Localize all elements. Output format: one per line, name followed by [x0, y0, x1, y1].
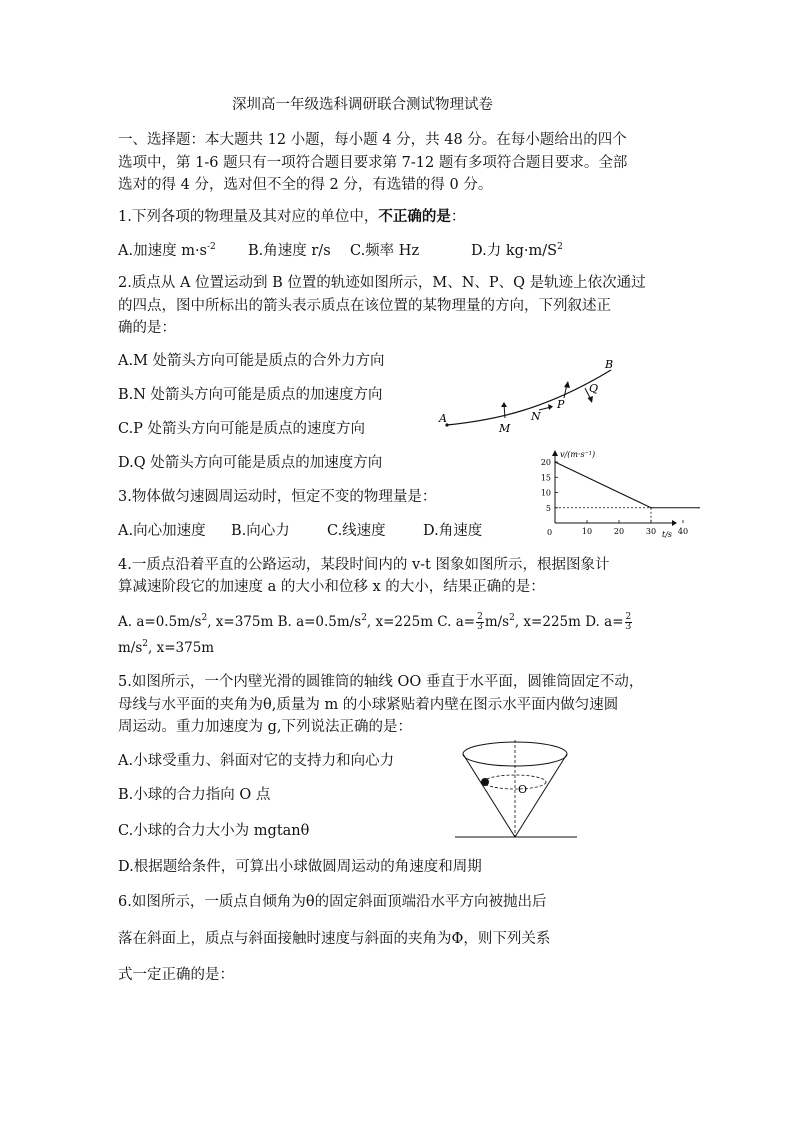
q5-option-b: B.小球的合力指向 O 点: [118, 787, 271, 803]
vt-y-label: v/(m·s⁻¹): [560, 450, 596, 459]
section-instructions-line2: 选项中，第 1-6 题只有一项符合题目要求第 7-12 题有多项符合题目要求。全部: [118, 155, 628, 171]
q4-option-c-text: C. a=: [437, 614, 476, 630]
q4-option-c: [437, 614, 581, 630]
q3-option-a: A.向心加速度: [118, 523, 206, 539]
q1-option-d: [471, 242, 563, 260]
vt-x-axis-arrow: [672, 520, 677, 526]
vt-x-tick-label: 30: [645, 527, 657, 536]
vt-y-tick-label: 20: [540, 458, 551, 467]
q2-stem-line2: 的四点，图中所标出的箭头表示质点在该位置的某物理量的方向，下列叙述正: [118, 298, 611, 314]
q1-stem-bold: 不正确的是: [378, 208, 451, 225]
vt-y-tick-label: 10: [540, 488, 551, 498]
q5-stem-line1: 5.如图所示，一个内壁光滑的圆锥筒的轴线 OO 垂直于水平面，圆锥筒固定不动，: [118, 674, 644, 690]
q5-stem-line3: 周运动。重力加速度为 g,下列说法正确的是：: [118, 719, 412, 735]
q1-stem-pre: 1.下列各项的物理量及其对应的单位中，: [118, 209, 379, 225]
vt-x-tick-label: 40: [677, 527, 689, 536]
q4-option-c-sup: 2: [509, 613, 515, 623]
q6-stem-line1: 6.如图所示，一质点自倾角为θ的固定斜面顶端沿水平方向被抛出后: [118, 894, 547, 910]
n-arrow-head: [548, 404, 553, 410]
trajectory-figure: [435, 356, 635, 438]
q4-stem-line1: 4.一质点沿着平直的公路运动，某段时间内的 v-t 图象如图所示，根据图象计: [118, 557, 610, 573]
vt-x-tick-label: 10: [581, 527, 593, 536]
q5-option-c: C.小球的合力大小为 mgtanθ: [118, 823, 310, 839]
vt-series-line: [555, 462, 699, 508]
vt-y-tick-label: 15: [540, 473, 551, 483]
q4-stem-line2: 算减速阶段它的加速度 a 的大小和位移 x 的大小，结果正确的是：: [118, 579, 545, 595]
q4-option-b: [278, 614, 433, 630]
q4-option-c-frac-den: 3: [477, 622, 483, 632]
ball: [481, 778, 489, 786]
q4-option-b-text: B. a=0.5m/s: [277, 614, 362, 630]
q4-option-d-fraction: [625, 613, 633, 632]
q1-stem: [118, 208, 465, 226]
vt-series: [554, 461, 700, 523]
q1-option-a-sup: -2: [207, 242, 216, 252]
q5-option-d: D.根据题给条件，可算出小球做圆周运动的角速度和周期: [118, 859, 482, 875]
q5-option-a: A.小球受重力、斜面对它的支持力和向心力: [118, 753, 395, 769]
q1-stem-post: ：: [450, 209, 466, 225]
q4-options-line1: [118, 613, 633, 632]
q4-option-a: [118, 614, 273, 630]
q4-option-c-frac-num: 2: [477, 612, 483, 622]
q4-option-a-tail: , x=375m: [207, 614, 274, 630]
q3-stem: 3.物体做匀速圆周运动时，恒定不变的物理量是：: [118, 489, 437, 505]
vt-y-axis-arrow: [552, 450, 558, 456]
label-q: Q: [589, 382, 599, 395]
section-instructions-line3: 选对的得 4 分，选对但不全的得 2 分，有选错的得 0 分。: [118, 177, 493, 193]
label-m: M: [499, 422, 511, 435]
q1-option-d-sup: 2: [557, 242, 563, 252]
q4-option-d-unit: m/s: [118, 640, 143, 656]
vt-data-point: [698, 507, 700, 509]
q4-options-line2: [118, 639, 214, 657]
q-arrow-head: [588, 396, 594, 403]
q4-option-d-frac-den: 3: [625, 622, 632, 632]
vt-y-tick-label: 5: [545, 503, 551, 513]
vt-origin-label: 0: [547, 528, 553, 537]
cone-figure: [452, 736, 582, 842]
vt-x-label: t/s: [662, 530, 673, 539]
m-arrow-head: [501, 402, 507, 407]
q4-option-a-text: A. a=0.5m/s: [118, 614, 202, 630]
label-n: N: [531, 410, 541, 423]
page-title: 深圳高一年级选科调研联合测试物理试卷: [232, 97, 493, 113]
q3-option-c: C.线速度: [327, 523, 386, 539]
q1-option-a-text: A.加速度 m·s: [118, 243, 207, 259]
q1-option-b: B.角速度 r/s: [248, 243, 331, 259]
vt-data-point: [554, 461, 556, 463]
q6-stem-line2: 落在斜面上，质点与斜面接触时速度与斜面的夹角为Φ，则下列关系: [118, 931, 551, 947]
vt-graph: [530, 447, 689, 540]
cone-left-side: [463, 754, 515, 837]
label-b: B: [605, 358, 614, 371]
q4-option-b-sup: 2: [361, 613, 367, 623]
q3-option-d: D.角速度: [423, 523, 483, 539]
q4-option-d-text: D. a=: [585, 614, 624, 630]
q2-option-a: A.M 处箭头方向可能是质点的合外力方向: [118, 353, 385, 369]
q4-option-d: [585, 614, 633, 630]
cone-o-label: O: [518, 783, 528, 796]
section-instructions-line1: 一、选择题：本大题共 12 小题，每小题 4 分，共 48 分。在每小题给出的四个: [118, 132, 627, 148]
q2-option-b: B.N 处箭头方向可能是质点的加速度方向: [118, 387, 383, 403]
q6-stem-line3: 式一定正确的是：: [118, 967, 234, 983]
vt-x-tick-label: 20: [613, 527, 625, 536]
q4-option-d-frac-num: 2: [625, 612, 632, 622]
q2-stem-line3: 确的是：: [118, 320, 176, 336]
vt-axes: [547, 450, 677, 539]
q4-option-d-end: , x=375m: [148, 640, 215, 656]
q4-option-c-fraction: [476, 613, 484, 632]
q5-stem-line2: 母线与水平面的夹角为θ,质量为 m 的小球紧贴着内壁在图示水平面内做匀速圆: [118, 697, 619, 713]
trajectory-curve: [447, 370, 611, 425]
p-arrow-head: [564, 381, 570, 388]
q4-option-b-tail: , x=225m: [366, 614, 433, 630]
q4-option-d-sup: 2: [142, 639, 149, 649]
q1-option-d-text: D.力 kg·m/S: [471, 243, 558, 259]
q4-option-c-end: , x=225m: [514, 614, 581, 630]
q2-option-c: C.P 处箭头方向可能是质点的速度方向: [118, 421, 366, 437]
q3-option-b: B.向心力: [231, 523, 290, 539]
q1-option-a: [118, 242, 216, 260]
label-p: P: [557, 398, 565, 411]
vt-ticks: [541, 458, 688, 536]
q4-option-c-unit: m/s: [484, 614, 510, 630]
label-a: A: [439, 412, 447, 425]
q2-option-d: D.Q 处箭头方向可能是质点的加速度方向: [118, 455, 383, 471]
q1-option-c: C.频率 Hz: [350, 243, 420, 259]
q4-option-a-sup: 2: [201, 613, 208, 623]
q2-stem-line1: 2.质点从 A 位置运动到 B 位置的轨迹如图所示，M、N、P、Q 是轨迹上依次通过: [118, 275, 646, 291]
